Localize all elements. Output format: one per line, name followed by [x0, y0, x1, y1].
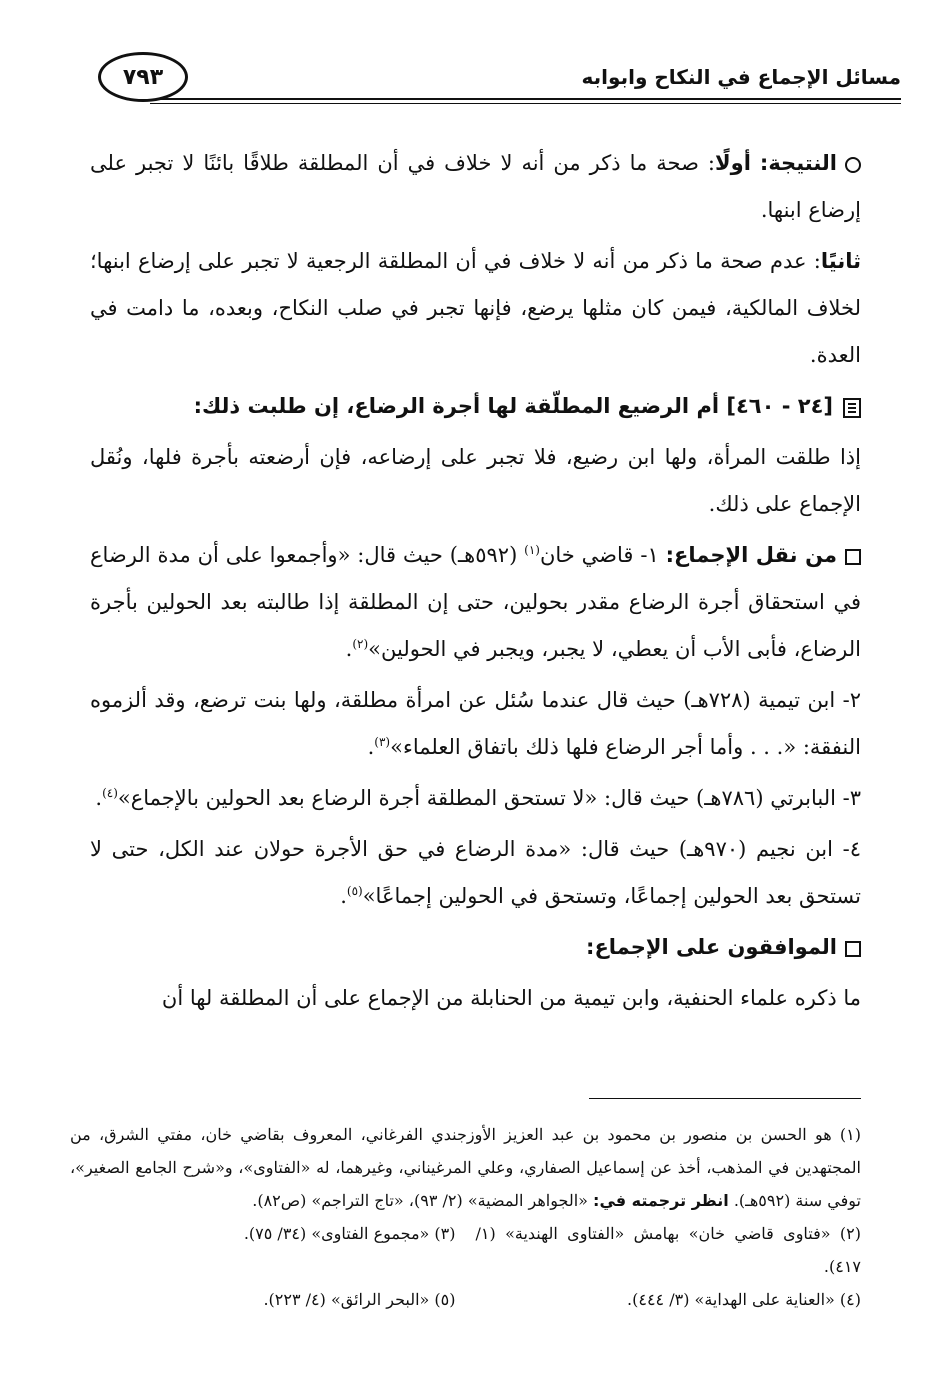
transmitters-label: من نقل الإجماع: — [665, 543, 837, 567]
intro-paragraph: إذا طلقت المرأة، ولها ابن رضيع، فلا تجبر على إرضاعه، فإن أرضعته بأجرة فلها، ونُقل الإجماع على ذلك. — [90, 445, 861, 516]
footnote-ref: (٤) — [102, 786, 118, 800]
footnote-grid — [70, 1217, 861, 1316]
footnote-1-see: انظر ترجمته في: — [593, 1191, 729, 1210]
second-label: ثانيًا — [820, 249, 861, 273]
first-label: أولًا — [715, 151, 751, 175]
agreeing-paragraph: ما ذكره علماء الحنفية، وابن تيمية من الحنابلة من الإجماع على أن المطلقة لها أن — [161, 986, 861, 1010]
header-rule — [150, 98, 901, 100]
transmitters-item-3 — [90, 775, 861, 822]
footnote-3: (٣) «مجموع الفتاوى» (٣٤/ ٧٥). — [243, 1224, 456, 1243]
section-heading-text: [٢٤ - ٤٦٠] أم الرضيع المطلّقة لها أجرة الرضاع، إن طلبت ذلك: — [193, 394, 833, 418]
second-text: : عدم صحة ما ذكر من أنه لا خلاف في أن المطلقة الرجعية لا تجبر على إرضاع ابنها؛ لخلاف المالكية، فيمن كان مثلها يرضع، فإنها تجبر في صلب النكاح، وبعده، ما دامت في العدة. — [90, 249, 861, 367]
footnote-1-refs: «الجواهر المضية» (٢/ ٩٣)، «تاج التراجم» (ص٨٢). — [252, 1191, 588, 1210]
footnote-1 — [70, 1118, 861, 1217]
square-bullet-icon — [845, 549, 861, 565]
item4-end: . — [340, 884, 347, 908]
agreeing-label: الموافقون على الإجماع: — [586, 935, 837, 959]
footnote-ref: (١) — [524, 543, 540, 557]
section-heading — [90, 383, 861, 430]
item2-text: ٢- ابن تيمية (٧٢٨هـ) حيث قال عندما سُئل عن امرأة مطلقة، ولها بنت ترضع، وقد ألزموه النفقة: «. . . وأما أجر الرضاع فلها ذلك باتفاق العلماء» — [90, 688, 861, 759]
footnote-5: (٥) «البحر الرائق» (٤/ ٢٢٣). — [263, 1290, 456, 1309]
agreeing-heading — [90, 924, 861, 971]
running-title: مسائل الإجماع في النكاح وابوابه — [581, 65, 901, 89]
footnote-separator — [589, 1098, 861, 1099]
header-rule-thin — [150, 103, 901, 104]
footnote-ref: (٣) — [374, 735, 391, 749]
transmitters-item-4 — [90, 826, 861, 920]
item3-text: ٣- البابرتي (٧٨٦هـ) حيث قال: «لا تستحق المطلقة أجرة الرضاع بعد الحولين بالإجماع» — [117, 786, 861, 810]
transmitters-item-1 — [90, 532, 861, 673]
result-paragraph — [90, 140, 861, 234]
result-label: النتيجة: — [759, 151, 837, 175]
page-number: ٧٩٣ — [98, 52, 188, 102]
document-icon — [843, 398, 861, 418]
square-bullet-icon — [845, 941, 861, 957]
footnote-ref: (٥) — [346, 884, 363, 898]
footnote-1-text: (١) هو الحسن بن منصور بن محمود بن عبد العزيز الأوزجندي الفرغاني، المعروف بقاضي خان، مفتي الشرق، من المجتهدين في المذهب، أخذ عن إسماعيل الصفاري، وعلي المرغيناني، وغيرهما، له «الفتاوى»، و«شرح الجامع الصغير»، توفي سنة (٥٩٢هـ). — [70, 1125, 862, 1210]
item4-text: ٤- ابن نجيم (٩٧٠هـ) حيث قال: «مدة الرضاع في حق الأجرة حولان عند الكل، حتى لا تستحق بعد الحولين إجماعًا، وتستحق في الحولين إجماعًا» — [90, 837, 861, 908]
item2-end: . — [367, 735, 375, 759]
footnotes — [70, 1118, 861, 1316]
result-text: : صحة ما ذكر من أنه لا خلاف في أن المطلقة طلاقًا بائنًا لا تجبر على إرضاع ابنها. — [90, 151, 861, 222]
footnote-4: (٤) «العناية على الهداية» (٣/ ٤٤٤). — [627, 1290, 861, 1309]
item1-start: ١- قاضي خان — [539, 543, 666, 567]
item1-end: . — [345, 637, 353, 661]
footnote-ref: (٢) — [352, 637, 369, 651]
footnote-2: (٢) «فتاوى قاضي خان» بهامش «الفتاوى الهندية» (١/ ٤١٧). — [475, 1224, 861, 1276]
transmitters-item-2 — [90, 677, 861, 771]
second-paragraph — [90, 238, 861, 379]
item1-text: (٥٩٢هـ) حيث قال: «وأجمعوا على أن مدة الرضاع في استحقاق أجرة الرضاع مقدر بحولين، حتى إن المطلقة إذا طالبته بعد الحولين بأجرة الرضاع، فأبى الأب أن يعطي، لا يجبر، ويجبر في الحولين» — [90, 543, 861, 661]
circle-bullet-icon — [845, 157, 861, 173]
item3-end: . — [95, 786, 103, 810]
main-text — [90, 140, 861, 1026]
